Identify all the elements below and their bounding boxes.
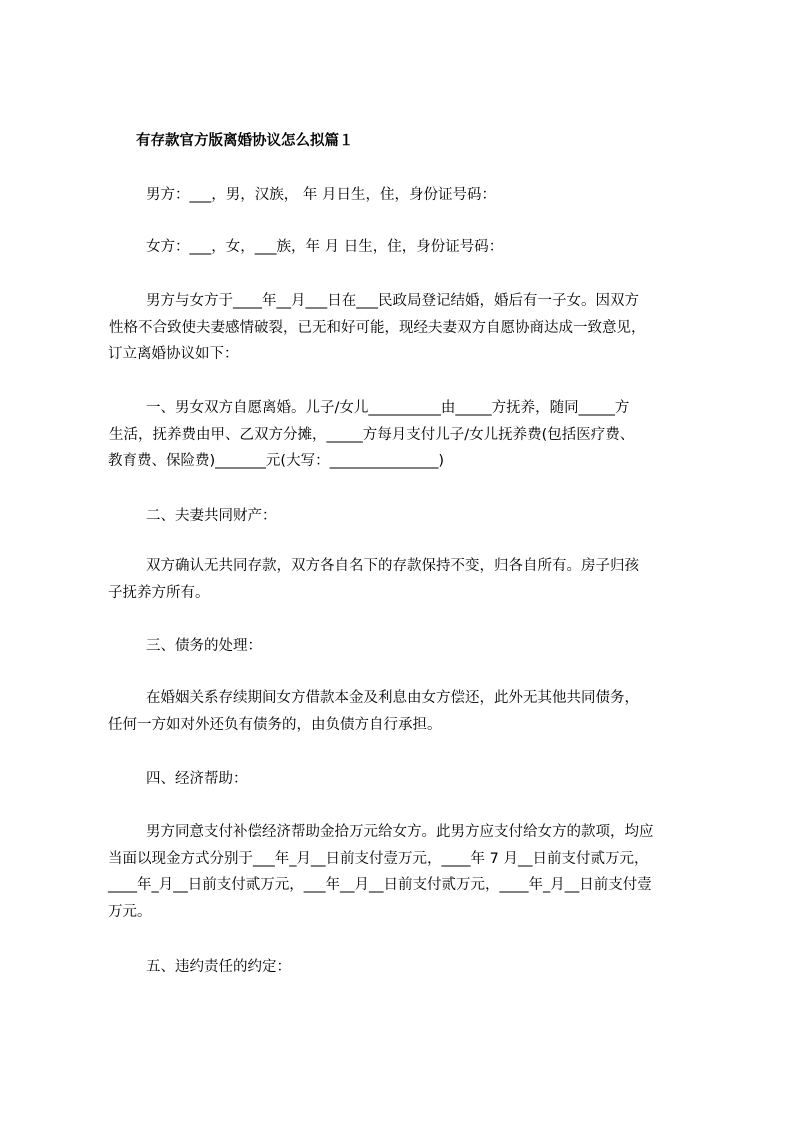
woman-info-line: 女方：___，女，___族，年 月 日生，住，身份证号码： [146,239,504,255]
section-heading: 三、债务的处理： [146,638,262,654]
paragraph-line: 性格不合致使夫妻感情破裂，已无和好可能，现经夫妻双方自愿协商达成一致意见， [109,319,646,336]
man-info-line: 男方：___，男，汉族， 年 月日生，住，身份证号码： [146,187,496,203]
woman-info-paragraph [108,234,708,261]
paragraph-line: 在婚姻关系存续期间女方借款本金及利息由女方偿还，此外无其他共同债务， [146,690,639,706]
paragraph-line: 任何一方如对外还负有债务的，由负债方自行承担。 [108,716,442,733]
section-heading: 五、违约责任的约定： [146,959,291,975]
heading-help [108,766,708,793]
paragraph-line: 双方确认无共同存款，双方各自名下的存款保持不变，归各自所有。房子归孩 [146,558,639,574]
document-title: 有存款官方版离婚协议怎么拟篇１ [136,133,354,149]
heading-debt [108,633,708,660]
paragraph-line: 生活，抚养费由甲、乙双方分摊，_____方每月支付儿子/女儿抚养费(包括医疗费、 [109,426,635,443]
paragraph-line: 当面以现金方式分别于___年_月__日前支付壹万元，____年 7 月__日前支付贰万元， [108,850,649,867]
property-paragraph [108,553,708,606]
paragraph-line: 万元。 [108,903,152,920]
paragraph-line: 男方同意支付补偿经济帮助金拾万元给女方。此男方应支付给女方的款项，均应 [146,824,654,840]
paragraph-line: 订立离婚协议如下： [108,346,239,362]
debt-paragraph [108,685,708,738]
paragraph-line: 男方与女方于____年__月___日在___民政局登记结婚，婚后有一子女。因双方 [146,293,639,309]
paragraph-line: ____年_月__日前支付贰万元，___年__月__日前支付贰万元，____年_月__日前支付壹 [108,877,652,893]
paragraph-line: 教育费、保险费)_______元(大写：_______________) [108,453,444,469]
section-heading: 四、经济帮助： [146,771,248,787]
heading-breach [108,954,708,981]
help-paragraph [108,819,708,925]
clause-one-paragraph [108,395,708,475]
section-heading: 二、夫妻共同财产： [146,508,277,524]
intro-paragraph [108,288,708,368]
paragraph-line: 子抚养方所有。 [108,584,210,601]
paragraph-line: 一、男女双方自愿离婚。儿子/女儿__________由_____方抚养，随同_____方 [146,400,630,416]
heading-property [108,503,708,530]
man-info-paragraph [108,182,708,209]
